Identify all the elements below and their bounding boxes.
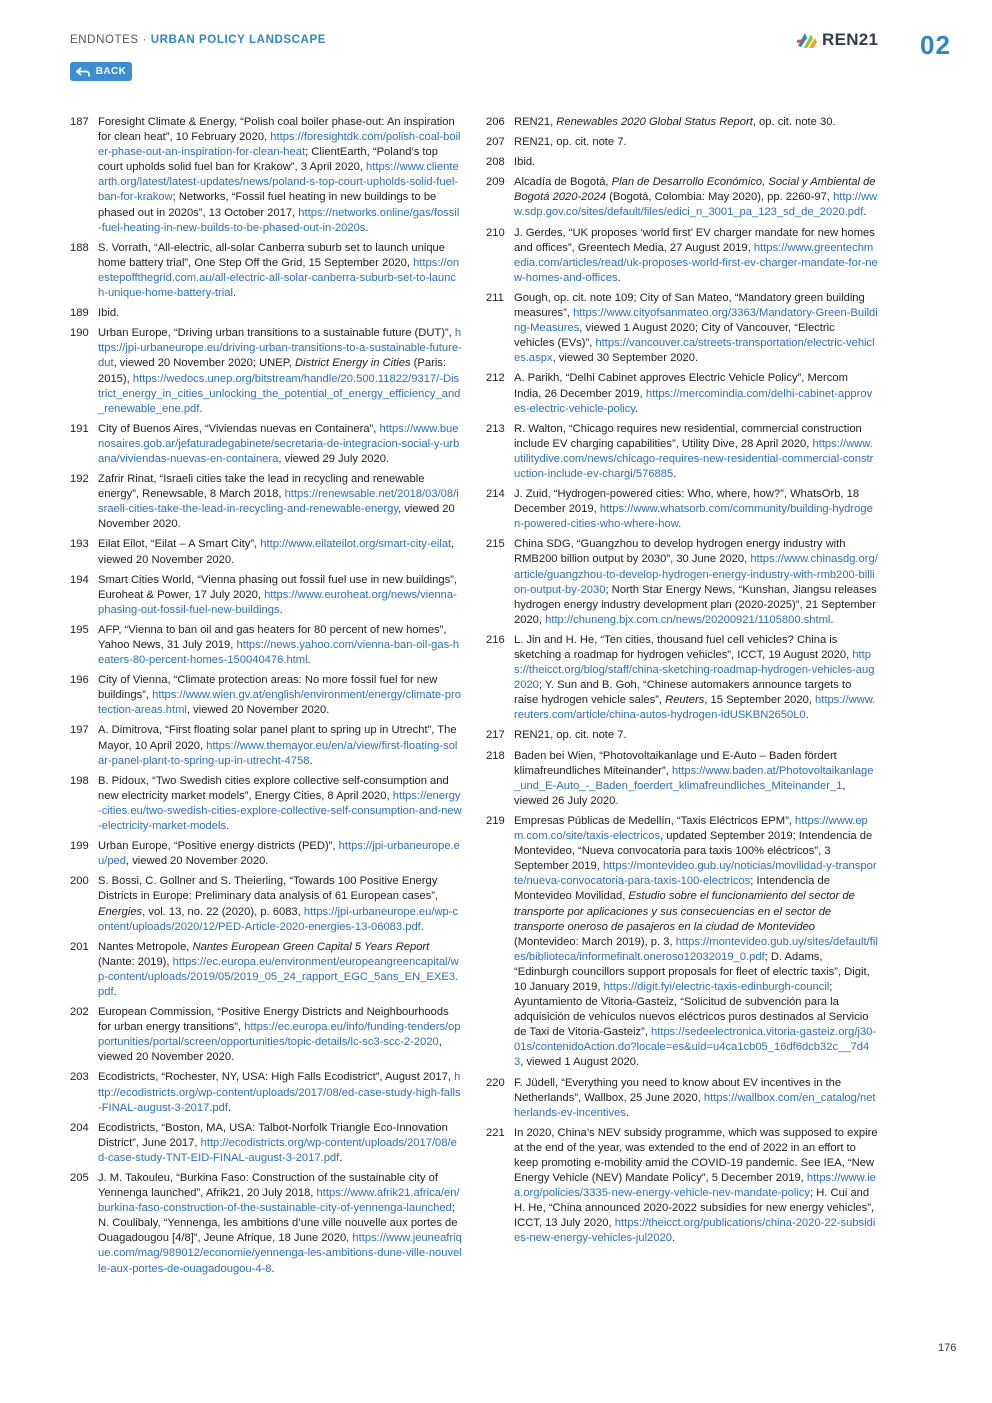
endnote-segment: (Nante: 2019), xyxy=(98,955,173,968)
endnote-segment: ; Y. Sun and B. Goh, “Chinese automakers announce targets to raise hydrogen vehicle sales”, xyxy=(514,679,852,707)
endnote-link[interactable]: https://www.euroheat.org/news/vienna-phasing-out-fossil-fuel-new-buildings xyxy=(98,588,457,616)
endnote-item xyxy=(70,537,462,567)
endnote-text xyxy=(514,1076,878,1121)
endnote-link[interactable]: https://theicct.org/publications/china-2020-22-subsidies-new-energy-vehicles-jul2020 xyxy=(514,1217,876,1245)
endnote-text xyxy=(514,115,878,130)
endnote-title: Plan de Desarrollo Económico, Social y Ambiental de Bogotá 2020-2024 xyxy=(514,176,876,204)
endnote-item xyxy=(70,306,462,321)
endnote-segment: J. M. Takouleu, “Burkina Faso: Construction of the sustainable city of Yennenga launched”, Afrik21, 20 July 2018, xyxy=(98,1172,438,1200)
endnote-text xyxy=(98,1005,462,1065)
endnote-text xyxy=(98,839,462,869)
endnote-link[interactable]: https://sedeelectronica.vitoria-gasteiz.org/j30-01s/contenidoAction.do?locale=es&uid=u4ca1cb05_16df6dcb32c__7d43 xyxy=(514,1026,877,1069)
endnote-segment: , viewed 1 August 2020. xyxy=(520,1056,640,1069)
endnote-number: 192 xyxy=(70,473,89,486)
endnote-link[interactable]: https://www.clientearth.org/latest/latest-updates/news/poland-s-top-court-upholds-solid-fuel-ban-for-krakow xyxy=(98,161,459,204)
endnote-text xyxy=(98,723,462,768)
endnote-segment: Smart Cities World, “Vienna phasing out fossil fuel use in new buildings”, Euroheat & Power, 17 July 2020, xyxy=(98,573,458,601)
endnote-text xyxy=(514,422,878,482)
endnote-text xyxy=(98,537,462,567)
endnote-segment: L. Jin and H. He, “Ten cities, thousand fuel cell vehicles? China is sketching a roadmap for hydrogen vehicles”, ICCT, 19 August 2020, xyxy=(514,633,853,661)
endnote-segment: (Paris: 2015), xyxy=(98,357,447,385)
endnote-segment: Empresas Públicas de Medellín, “Taxis Eléctricos EPM”, xyxy=(514,814,796,827)
endnotes-column-right xyxy=(486,115,878,1252)
endnote-text xyxy=(98,472,462,532)
endnote-segment: , viewed 20 November 2020. xyxy=(98,1036,442,1064)
endnote-text xyxy=(514,135,878,150)
endnote-segment: . xyxy=(805,709,809,722)
endnote-link[interactable]: https://wedocs.unep.org/bitstream/handle/20.500.11822/9317/-District_energy_in_cities_unlocking_the_potential_of_energy_efficiency_and_renewable_ene.pdf xyxy=(98,372,461,415)
endnote-segment: . xyxy=(673,467,677,480)
endnote-text xyxy=(98,115,462,236)
endnote-number: 202 xyxy=(70,1006,89,1019)
endnote-number: 205 xyxy=(70,1172,89,1184)
endnote-title: Renewables 2020 Global Status Report xyxy=(556,116,753,128)
endnote-item xyxy=(70,839,462,869)
endnote-text xyxy=(514,175,878,220)
endnote-segment: China SDG, “Guangzhou to develop hydrogen energy industry with RMB200 billion output by 2030”, 30 June 2020, xyxy=(514,538,846,566)
endnote-link[interactable]: https://renewsable.net/2018/03/08/israeli-cities-take-the-lead-in-recycling-and-renewable-energy xyxy=(98,488,459,516)
logo-text: REN21 xyxy=(822,30,879,49)
endnote-number: 198 xyxy=(70,774,89,787)
endnote-segment: City of Buenos Aires, “Viviendas nuevas en Containera”, xyxy=(98,422,380,435)
section-title: URBAN POLICY LANDSCAPE xyxy=(150,34,326,46)
endnote-link[interactable]: https://jpi-urbaneurope.eu/wp-content/uploads/2020/12/PED-Article-2020-energies-13-06083.pdf xyxy=(98,905,459,933)
endnote-item xyxy=(486,291,878,366)
endnote-segment: , viewed 1 August 2020; City of Vancouver, “Electric vehicles (EVs)”, xyxy=(514,322,835,350)
endnote-item xyxy=(70,673,462,718)
endnote-text xyxy=(98,874,462,934)
endnote-number: 199 xyxy=(70,840,89,853)
endnote-number: 203 xyxy=(70,1071,89,1084)
endnote-number: 221 xyxy=(486,1126,505,1139)
endnote-link[interactable]: https://news.yahoo.com/vienna-ban-oil-gas-heaters-80-percent-homes-150040476.html xyxy=(98,639,460,667)
endnote-segment: , viewed 26 July 2020. xyxy=(514,779,846,807)
endnote-segment: F. Jüdell, “Everything you need to know about EV incentives in the Netherlands”, Wallbox, 25 June 2020, xyxy=(514,1076,842,1104)
endnote-segment: Foresight Climate & Energy, “Polish coal boiler phase-out: An inspiration for clean heat”, 10 February 2020, xyxy=(98,116,455,144)
endnote-segment: A. Parikh, “Delhi Cabinet approves Electric Vehicle Policy”, Mercom India, 26 December 2019, xyxy=(514,372,848,400)
endnote-text xyxy=(98,306,462,321)
endnote-segment: ; Ayuntamiento de Vitoria-Gasteiz, “Solicitud de subvención para la adquisición de vehículos nuevos eléctricos puros destinados al Servicio de Taxi de Vitoria-Gasteiz”, xyxy=(514,980,869,1039)
endnote-item xyxy=(70,623,462,668)
endnote-segment: , viewed 20 November 2020. xyxy=(98,503,455,531)
endnote-number: 207 xyxy=(486,136,505,149)
endnote-segment: . xyxy=(226,820,230,833)
endnote-segment: S. Vorrath, “All-electric, all-solar Canberra suburb set to launch unique home battery trial”, One Step Off the Grid, 15 September 2020, xyxy=(98,241,445,269)
endnote-segment: . xyxy=(113,985,117,998)
endnote-link[interactable]: https://theicct.org/blog/staff/china-sketching-roadmap-hydrogen-vehicles-aug2020 xyxy=(514,649,875,692)
endnote-segment: (Bogotá, Colombia: May 2020), pp. 2260-97, xyxy=(606,191,834,204)
endnote-segment: Ecodistricts, “Boston, MA, USA: Talbot-Norfolk Triangle Eco-Innovation District”, June 2017, xyxy=(98,1121,448,1149)
endnote-link[interactable]: https://www.reuters.com/article/china-autos-hydrogen-idUSKBN2650L0 xyxy=(514,694,876,722)
endnote-text xyxy=(98,326,462,417)
endnote-segment: Baden bei Wien, “Photovoltaikanlage und E-Auto – Baden fördert klimafreundliches Miteinander”, xyxy=(514,749,837,777)
endnote-segment: ; North Star Energy News, “Kunshan, Jiangsu releases hydrogen energy industry development plan (2020-2025)”, 21 September 2020, xyxy=(514,583,877,626)
endnote-segment: In 2020, China’s NEV subsidy programme, which was supposed to expire at the end of the year, was extended to the end of 2022 in an effort to keep promoting e-mobility amid the COVID-19 pandemic. See IEA, “New Energy Vehicle (NEV) Mandate Policy”, 5 December 2019, xyxy=(514,1126,878,1185)
endnote-segment: . xyxy=(420,920,424,933)
endnote-segment: (Montevideo: March 2019), p. 3, xyxy=(514,935,676,948)
endnote-link[interactable]: https://www.baden.at/Photovoltaikanlage_und_E-Auto_-_Baden_foerdert_klimafreundliches_Miteinander_1 xyxy=(514,764,874,792)
endnote-segment: . xyxy=(635,402,639,415)
endnote-segment: , viewed 20 November 2020. xyxy=(186,704,330,717)
endnote-segment: REN21, xyxy=(514,116,557,128)
endnote-item xyxy=(486,728,878,743)
endnote-segment: REN21, op. cit. note 7. xyxy=(514,729,627,742)
endnote-text xyxy=(514,226,878,286)
endnote-number: 197 xyxy=(70,724,89,737)
endnote-segment: , viewed 20 November 2020. xyxy=(98,538,455,566)
endnote-segment: ; Intendencia de Montevideo Movilidad, xyxy=(514,875,830,903)
endnote-segment: . xyxy=(625,1106,630,1119)
endnote-item xyxy=(70,940,462,1000)
back-button-label: BACK xyxy=(95,66,127,77)
endnote-segment: . xyxy=(863,206,867,219)
endnote-link[interactable]: https://www.chinasdg.org/article/guangzhou-to-develop-hydrogen-energy-industry-with-rmb200-billion-output-by-2030 xyxy=(514,553,878,596)
endnote-link[interactable]: https://vancouver.ca/streets-transportation/electric-vehicles.aspx xyxy=(514,337,875,365)
endnote-text xyxy=(514,728,878,743)
endnote-title: Estudio sobre el funcionamiento del sector de transporte por aplicaciones y sus consecuencias en el sector de transporte oneroso de pasajeros en la ciudad de Montevideo xyxy=(514,890,855,933)
endnote-text xyxy=(98,1070,462,1115)
endnote-number: 208 xyxy=(486,156,505,169)
endnote-number: 211 xyxy=(486,291,504,304)
endnote-link[interactable]: https://www.epm.com.co/site/taxis-electricos xyxy=(514,814,868,843)
endnote-link[interactable]: https://wallbox.com/en_catalog/netherlands-ev-incentives xyxy=(514,1091,876,1119)
endnote-segment: Nantes Metropole, xyxy=(98,940,193,953)
endnote-segment: . xyxy=(309,754,313,767)
endnote-link[interactable]: https://jpi-urbaneurope.eu/driving-urban-transitions-to-a-sustainable-future-dut xyxy=(98,327,462,370)
endnote-item xyxy=(486,135,878,150)
endnote-item xyxy=(70,1121,462,1166)
endnote-item xyxy=(486,226,878,286)
endnote-number: 187 xyxy=(70,116,89,128)
ren21-logo xyxy=(796,30,878,50)
endnote-item xyxy=(70,874,462,934)
endnote-item xyxy=(70,241,462,301)
endnote-link[interactable]: http://www.eilateilot.org/smart-city-eilat xyxy=(260,538,452,551)
endnote-number: 219 xyxy=(486,814,505,827)
endnote-number: 188 xyxy=(70,241,89,254)
endnote-segment: Alcadía de Bogotá, xyxy=(514,176,612,189)
endnote-link[interactable]: https://www.utilitydive.com/news/chicago-requires-new-residential-commercial-construction-include-ev-chargi/576885 xyxy=(514,437,874,480)
endnote-segment: , viewed 29 July 2020. xyxy=(278,452,390,465)
endnote-text xyxy=(98,1171,462,1277)
endnote-text xyxy=(514,155,878,170)
endnote-number: 200 xyxy=(70,875,89,888)
endnote-item xyxy=(486,371,878,416)
endnote-link[interactable]: https://foresightdk.com/polish-coal-boiler-phase-out-an-inspiration-for-clean-heat xyxy=(98,131,461,159)
endnote-segment: ; D. Adams, “Edinburgh councillors support proposals for fleet of electric taxis”, Digit, 10 January 2019, xyxy=(514,950,870,993)
endnote-item xyxy=(70,774,462,834)
endnote-link[interactable]: https://mercomindia.com/delhi-cabinet-approves-electric-vehicle-policy xyxy=(514,387,873,415)
endnote-title: Energies xyxy=(98,905,143,918)
endnote-text xyxy=(98,940,462,1000)
endnote-number: 201 xyxy=(70,940,89,953)
endnote-number: 194 xyxy=(70,573,89,586)
endnote-segment: . xyxy=(617,271,621,284)
endnote-number: 216 xyxy=(486,633,505,646)
endnote-number: 191 xyxy=(70,422,89,435)
endnote-link[interactable]: https://www.themayor.eu/en/a/view/first-floating-solar-panel-plant-to-spring-up-in-utrecht-4758 xyxy=(98,739,458,767)
endnote-item xyxy=(486,1076,878,1121)
endnote-number: 215 xyxy=(486,538,505,551)
endnote-item xyxy=(486,749,878,809)
endnote-segment: . xyxy=(339,1151,343,1164)
endnote-text xyxy=(98,422,462,467)
endnote-item xyxy=(70,326,462,417)
endnote-segment: S. Bossi, C. Gollner and S. Theierling, “Towards 100 Positive Energy Districts in Europe: Preliminary data analysis of 61 European cases”, xyxy=(98,875,439,903)
endnote-segment: Gough, op. cit. note 109; City of San Mateo, “Mandatory green building measures”, xyxy=(514,291,865,320)
endnote-link[interactable]: https://www.greentechmedia.com/articles/read/uk-proposes-world-first-ev-charger-mandate-for-new-homes-and-offices xyxy=(514,241,878,284)
endnote-number: 210 xyxy=(486,226,505,239)
endnote-number: 189 xyxy=(70,307,89,320)
endnote-number: 212 xyxy=(486,372,505,385)
endnote-item xyxy=(486,537,878,628)
endnote-segment: AFP, “Vienna to ban oil and gas heaters for 80 percent of new homes”, Yahoo News, 31 July 2019, xyxy=(98,623,447,651)
endnote-text xyxy=(98,774,462,834)
endnote-segment: ; ClientEarth, “Poland’s top court upholds solid fuel ban for Krakow”, 3 April 2020, xyxy=(98,146,438,174)
endnote-item xyxy=(70,1171,462,1277)
back-arrow-icon xyxy=(76,67,90,77)
endnote-segment: Ibid. xyxy=(98,307,120,320)
endnote-link[interactable]: https://digit.fyi/electric-taxis-edinburgh-council xyxy=(603,980,830,993)
endnote-link[interactable]: https://www.iea.org/policies/3335-new-energy-vehicle-nev-mandate-policy xyxy=(514,1172,876,1200)
endnote-segment: . xyxy=(307,654,311,667)
endnote-segment: . xyxy=(227,1101,232,1114)
endnote-item xyxy=(486,633,878,724)
endnote-link[interactable]: http://www.sdp.gov.co/sites/default/files/edici_n_3001_pa_123_sd_de_2020.pdf xyxy=(514,191,878,219)
endnote-number: 220 xyxy=(486,1076,505,1089)
endnote-segment: . xyxy=(232,287,237,300)
endnote-number: 206 xyxy=(486,116,505,128)
endnote-number: 213 xyxy=(486,422,505,435)
chapter-number: 02 xyxy=(920,30,951,60)
endnote-text xyxy=(98,573,462,618)
endnote-segment: , op. cit. note 30. xyxy=(752,116,836,128)
endnote-text xyxy=(514,1126,878,1247)
endnote-title: District Energy in Cities xyxy=(294,357,411,370)
endnote-link[interactable]: https://ec.europa.eu/info/funding-tenders/opportunities/portal/screen/opportunities/topic-details/lc-sc3-scc-2-2020 xyxy=(98,1021,461,1049)
endnote-text xyxy=(514,371,878,416)
endnote-segment: Ecodistricts, “Rochester, NY, USA: High Falls Ecodistrict”, August 2017, xyxy=(98,1071,455,1084)
endnote-segment: City of Vienna, “Climate protection areas: No more fossil fuel for new buildings”, xyxy=(98,674,438,702)
endnote-item xyxy=(70,115,462,236)
endnote-segment: Urban Europe, “Driving urban transitions to a sustainable future (DUT)”, xyxy=(98,327,455,340)
page-number: 176 xyxy=(938,1342,957,1354)
endnote-link[interactable]: https://montevideo.gub.uy/noticias/movilidad-y-transporte/nueva-convocatoria-para-taxis-100-electricos xyxy=(514,860,877,888)
endnote-number: 214 xyxy=(486,488,505,501)
endnote-link[interactable]: https://www.jeuneafrique.com/mag/989012/economie/yennenga-les-ambitions-dune-ville-nouvelle-aux-portes-de-ouagadougou-4-8 xyxy=(98,1232,462,1275)
endnote-item xyxy=(70,723,462,768)
endnote-segment: Urban Europe, “Positive energy districts (PED)”, xyxy=(98,840,339,853)
endnote-title: Nantes European Green Capital 5 Years Report xyxy=(192,940,430,953)
endnote-link[interactable]: https://www.whatsorb.com/community/building-hydrogen-powered-cities-who-where-how xyxy=(514,503,873,531)
endnote-link[interactable]: https://networks.online/gas/fossil-fuel-heating-in-new-builds-to-be-phased-out-in-2020s xyxy=(98,206,460,234)
endnote-segment: . xyxy=(271,1262,275,1275)
endnote-link[interactable]: http://ecodistricts.org/wp-content/uploads/2017/08/ed-case-study-high-falls-FINAL-august-3-2017.pdf xyxy=(98,1071,461,1114)
endnote-segment: Zafrir Rinat, “Israeli cities take the lead in recycling and renewable energy”, Renewsable, 8 March 2018, xyxy=(98,473,425,501)
endnote-segment: REN21, op. cit. note 7. xyxy=(514,136,627,149)
endnote-text xyxy=(98,673,462,718)
endnote-number: 217 xyxy=(486,729,505,742)
endnote-text xyxy=(98,623,462,668)
endnote-link[interactable]: http://ecodistricts.org/wp-content/uploads/2017/08/ed-case-study-TNT-EID-FINAL-august-3-2017.pdf xyxy=(98,1136,457,1164)
back-button[interactable] xyxy=(70,62,132,81)
endnote-item xyxy=(486,1126,878,1247)
endnote-segment: , vol. 13, no. 22 (2020), p. 6083, xyxy=(142,905,304,918)
endnote-item xyxy=(486,422,878,482)
endnote-segment: J. Zuid, “Hydrogen-powered cities: Who, where, how?”, WhatsOrb, 18 December 2019, xyxy=(514,488,860,516)
endnote-segment: Eilat Eilot, “Eilat – A Smart City”, xyxy=(98,538,261,551)
endnote-text xyxy=(514,291,878,366)
endnote-item xyxy=(486,487,878,532)
endnote-item xyxy=(70,422,462,467)
endnote-segment: Ibid. xyxy=(514,156,536,169)
endnote-link[interactable]: https://www.buenosaires.gob.ar/jefaturadegabinete/secretaria-de-integracion-social-y-urbana/viviendas-nuevas-en-containera xyxy=(98,422,460,465)
endnote-item xyxy=(70,573,462,618)
endnote-link[interactable]: https://onestepoffthegrid.com.au/all-electric-all-solar-canberra-suburb-set-to-launch-unique-home-battery-trial xyxy=(98,256,460,300)
endnote-segment: , viewed 30 September 2020. xyxy=(552,352,699,365)
endnote-segment: . xyxy=(279,603,283,616)
endnote-text xyxy=(514,814,878,1071)
endnote-segment: . xyxy=(365,221,369,234)
endnote-segment: , viewed 20 November 2020. xyxy=(126,855,269,868)
endnote-item xyxy=(70,1005,462,1065)
endnote-item xyxy=(486,814,878,1071)
endnote-text xyxy=(514,487,878,532)
endnote-text xyxy=(514,537,878,628)
endnote-text xyxy=(98,241,462,301)
ren21-logo-icon xyxy=(796,30,818,50)
endnote-segment: . xyxy=(199,402,203,415)
endnote-segment: . xyxy=(830,613,834,626)
endnote-number: 196 xyxy=(70,674,89,687)
endnote-link[interactable]: https://ec.europa.eu/environment/europeangreencapital/wp-content/uploads/2019/05/2019_05_24_rapport_EGC_5ans_EN_EXE3.pdf xyxy=(98,955,459,998)
endnote-segment: ; Networks, “Fossil fuel heating in new buildings to be phased out in 2020s”, 13 October 2017, xyxy=(98,191,437,219)
endnote-number: 209 xyxy=(486,176,505,189)
endnote-text xyxy=(98,1121,462,1166)
endnote-item xyxy=(486,115,878,130)
endnotes-column-left xyxy=(70,115,462,1282)
endnote-text xyxy=(514,749,878,809)
endnote-segment: R. Walton, “Chicago requires new residential, commercial construction include EV charging capabilities”, Utility Dive, 28 April 2020, xyxy=(514,422,862,450)
endnote-item xyxy=(486,155,878,170)
endnote-number: 218 xyxy=(486,749,505,762)
endnote-item xyxy=(70,472,462,532)
endnote-number: 195 xyxy=(70,623,89,636)
endnote-segment: , updated September 2019; Intendencia de Montevideo, “Nueva convocatoria para taxis 100% eléctricos”, 3 September 2019, xyxy=(514,830,873,873)
endnote-segment: ; N. Coulibaly, “Yennenga, les ambitions d’une ville nouvelle aux portes de Ouagadougou [4/8]”, Jeune Afrique, 18 June 2020, xyxy=(98,1202,458,1245)
endnote-link[interactable]: https://www.cityofsanmateo.org/3363/Mandatory-Green-Building-Measures xyxy=(514,307,878,335)
endnote-link[interactable]: https://energy-cities.eu/two-swedish-cities-explore-collective-self-consumption-and-new-electricity-market-models xyxy=(98,789,462,833)
endnote-link[interactable]: http://chuneng.bjx.com.cn/news/20200921/1105800.shtml xyxy=(545,613,831,626)
endnote-segment: European Commission, “Positive Energy Districts and Neighbourhoods for urban energy transitions”, xyxy=(98,1006,449,1034)
endnote-text xyxy=(514,633,878,724)
endnote-link[interactable]: https://jpi-urbaneurope.eu/ped xyxy=(98,840,460,868)
endnote-segment: B. Pidoux, “Two Swedish cities explore collective self-consumption and new electricity market models”, Energy Cities, 8 April 2020, xyxy=(98,774,449,802)
endnote-item xyxy=(486,175,878,220)
endnote-number: 193 xyxy=(70,538,89,551)
endnote-segment: . xyxy=(678,518,682,531)
endnote-link[interactable]: https://montevideo.gub.uy/sites/default/files/biblioteca/informefinalt.oneroso12032019_0.pdf xyxy=(514,935,878,963)
endnote-link[interactable]: https://www.afrik21.africa/en/burkina-faso-construction-of-the-sustainable-city-of-yennenga-launched xyxy=(98,1187,460,1215)
endnote-segment: , viewed 20 November 2020; UNEP, xyxy=(113,357,295,370)
endnote-segment: . xyxy=(671,1232,676,1245)
breadcrumb xyxy=(70,34,326,46)
endnote-number: 204 xyxy=(70,1121,89,1134)
endnote-link[interactable]: https://www.wien.gv.at/english/environment/energy/climate-protection-areas.html xyxy=(98,689,461,717)
breadcrumb-prefix: ENDNOTES · xyxy=(70,34,151,46)
endnote-item xyxy=(70,1070,462,1115)
endnote-segment: ; H. Cui and H. He, “China announced 2020-2022 subsidies for new energy vehicles”, ICCT, 13 July 2020, xyxy=(514,1187,875,1230)
endnote-segment: J. Gerdes, “UK proposes ‘world first’ EV charger mandate for new homes and offices”, Greentech Media, 27 August 2019, xyxy=(514,226,875,254)
endnote-segment: A. Dimitrova, “First floating solar panel plant to spring up in Utrecht”, The Mayor, 10 April 2020, xyxy=(98,724,457,752)
endnote-title: Reuters xyxy=(665,694,705,707)
endnote-segment: , 15 September 2020, xyxy=(704,694,816,707)
endnote-number: 190 xyxy=(70,327,89,340)
